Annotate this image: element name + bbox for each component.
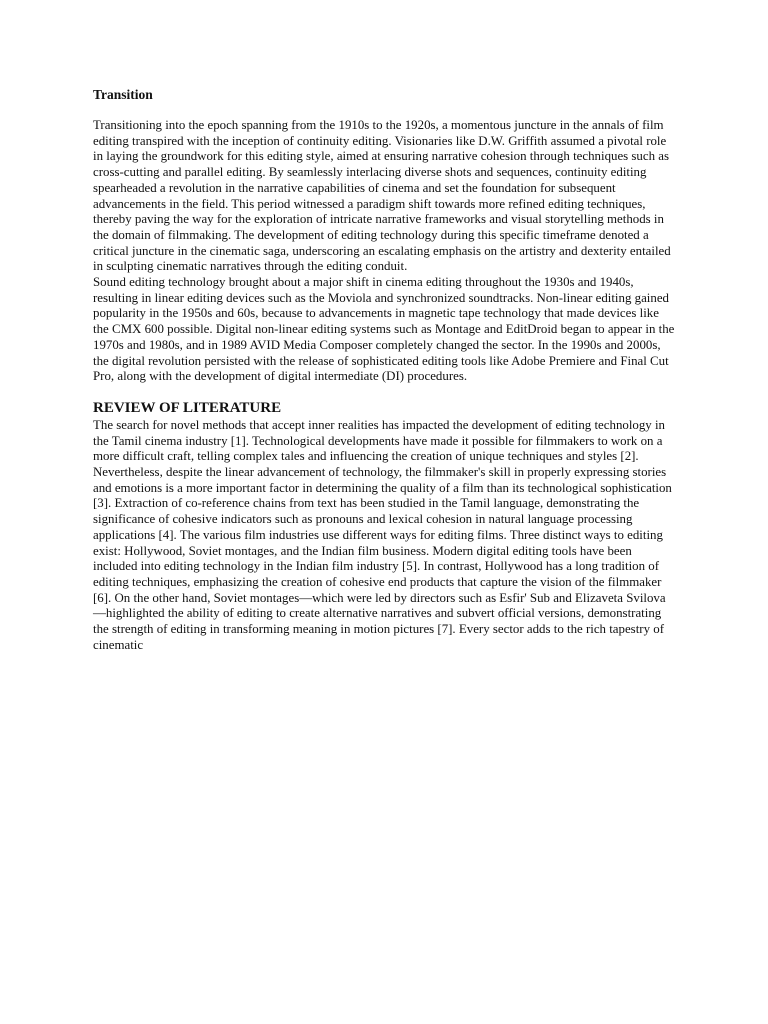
section-heading-review-of-literature: REVIEW OF LITERATURE	[93, 399, 282, 416]
paragraph-transition-2: Sound editing technology brought about a major shift in cinema editing throughout the 1930s and 1940s, resulting in linear editing devices such as the Moviola and synchronized soundtracks. Non-linear editing gained popularity in the 1950s and 60s, because to advancements in magnetic tape technology that made devices like the CMX 600 possible. Digital non-linear editing systems such as Montage and EditDroid began to appear in the 1970s and 1980s, and in 1989 AVID Media Composer completely changed the sector. In the 1990s and 2000s, the digital revolution persisted with the release of sophisticated editing tools like Adobe Premiere and Final Cut Pro, along with the development of digital intermediate (DI) procedures.	[93, 275, 675, 384]
section-heading-transition: Transition	[93, 87, 153, 102]
paragraph-review-1: The search for novel methods that accept inner realities has impacted the development of editing technology in the Tamil cinema industry [1]. Technological developments have made it possible for filmmakers to work on a more difficult craft, telling complex tales and influencing the creation of unique techniques and styles [2]. Nevertheless, despite the linear advancement of technology, the filmmaker's skill in properly expressing stories and emotions is a more important factor in determining the quality of a film than its technological sophistication [3]. Extraction of co-reference chains from text has been studied in the Tamil language, demonstrating the significance of cohesive indicators such as pronouns and lexical cohesion in natural language processing applications [4]. The various film industries use different ways for editing films. Three distinct ways to editing exist: Hollywood, Soviet montages, and the Indian film business. Modern digital editing tools have been included into editing technology in the Indian film industry [5]. In contrast, Hollywood has a long tradition of editing techniques, emphasizing the creation of cohesive end products that capture the vision of the filmmaker [6]. On the other hand, Soviet montages—which were led by directors such as Esfir' Sub and Elizaveta Svilova—highlighted the ability of editing to create alternative narratives and subvert official versions, demonstrating the strength of editing in transforming meaning in motion pictures [7]. Every sector adds to the rich tapestry of cinematic	[93, 417, 672, 652]
document-page	[93, 86, 675, 654]
paragraph-transition-1: Transitioning into the epoch spanning from the 1910s to the 1920s, a momentous juncture in the annals of film editing transpired with the inception of continuity editing. Visionaries like D.W. Griffith assumed a pivotal role in laying the groundwork for this editing style, aimed at ensuring narrative cohesion through techniques such as cross-cutting and parallel editing. By seamlessly interlacing diverse shots and sequences, continuity editing spearheaded a revolution in the narrative capabilities of cinema and set the foundation for subsequent advancements in the field. This period witnessed a paradigm shift towards more refined editing techniques, thereby paving the way for the exploration of intricate narrative frameworks and visual storytelling methods in the domain of filmmaking. The development of editing technology during this specific timeframe denoted a critical juncture in the cinematic saga, underscoring an escalating emphasis on the artistry and dexterity entailed in sculpting cinematic narratives through the editing conduit.	[93, 118, 671, 274]
